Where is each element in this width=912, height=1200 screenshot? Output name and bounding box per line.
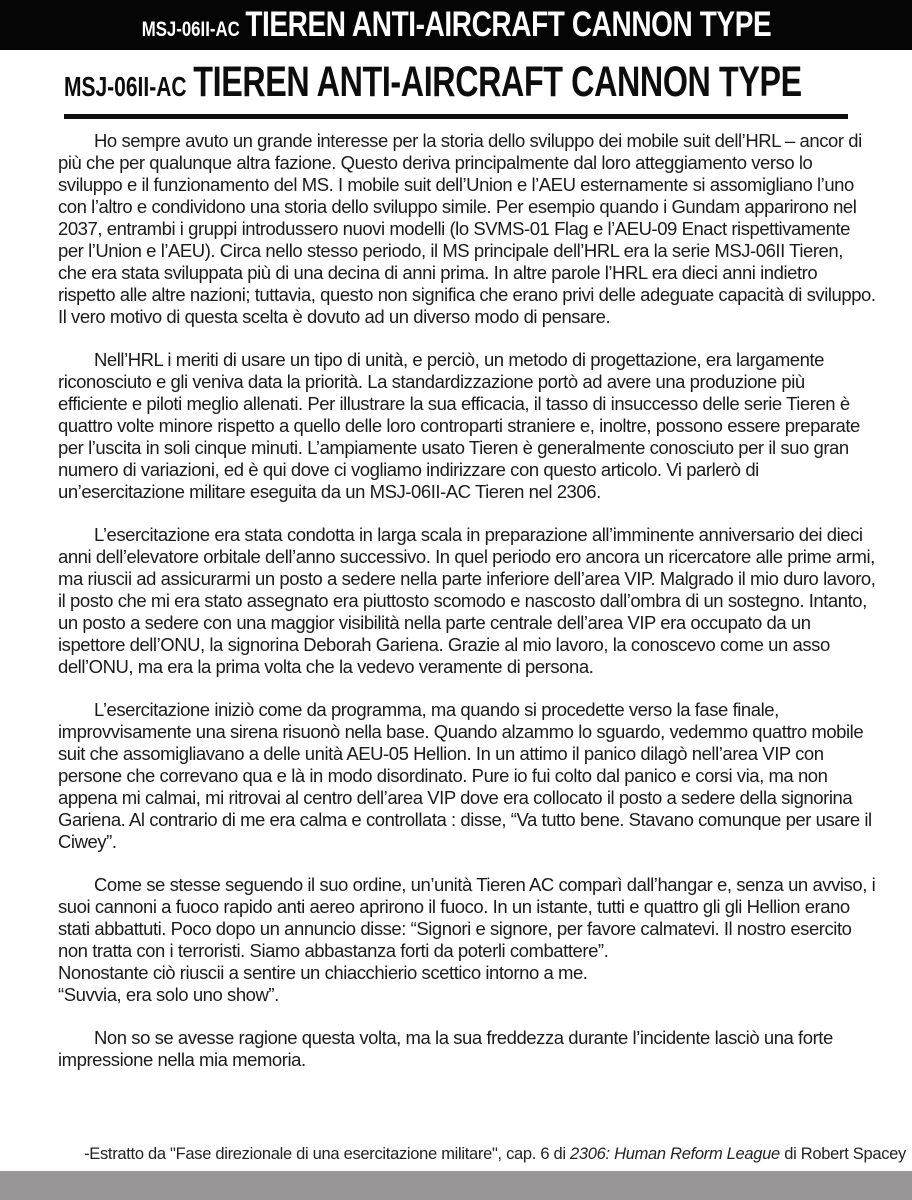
citation-book-title: 2306: Human Reform League	[570, 1145, 780, 1163]
citation-suffix: di Robert Spacey	[779, 1145, 906, 1163]
page-title-text: TIEREN ANTI-AIRCRAFT CANNON TYPE	[193, 58, 802, 106]
page-title	[64, 58, 912, 107]
banner-title-text: TIEREN ANTI-AIRCRAFT CANNON TYPE	[244, 5, 771, 44]
banner-model-code: MSJ-06II-AC	[141, 18, 240, 41]
paragraph-2: Nell’HRL i meriti di usare un tipo di unità, e perciò, un metodo di progettazione, era largamente riconosciuto e gli veniva data la priorità. La standardizzazione portò ad avere una produzione più efficiente e piloti meglio allenati. Per illustrare la sua efficacia, il tasso di insuccesso delle serie Tieren è quattro volte minore rispetto a quello delle loro controparti straniere e, inoltre, possono essere preparate per l’uscita in soli cinque minuti. L’ampiamente usato Tieren è generalmente conosciuto per il suo gran numero di variazioni, ed è qui dove ci vogliamo indirizzare con questo articolo. Vi parlerò di un’esercitazione militare eseguita da un MSJ-06II-AC Tieren nel 2306.	[58, 349, 860, 502]
bottom-gray-bar	[0, 1171, 912, 1200]
paragraph-6: Non so se avesse ragione questa volta, ma la sua freddezza durante l’incidente lasciò una forte impressione nella mia memoria.	[58, 1027, 833, 1070]
page-title-line	[64, 58, 802, 107]
top-banner-title	[141, 5, 771, 45]
title-divider-rule	[64, 114, 848, 119]
paragraph-1: Ho sempre avuto un grande interesse per la storia dello sviluppo dei mobile suit dell’HRL – ancor di più che per qualunque altra fazione. Questo deriva principalmente dal loro atteggiamento verso lo sviluppo e il funzionamento del MS. I mobile suit dell’Union e l’AEU esternamente si assomigliano l’uno con l’altro e condividono una storia dello sviluppo simile. Per esempio quando i Gundam apparirono nel 2037, entrambi i gruppi introdussero nuovi modelli (lo SVMS-01 Flag e l’AEU-09 Enact rispettivamente per l’Union e l’AEU). Circa nello stesso periodo, il MS principale dell’HRL era la serie MSJ-06II Tieren, che era stata sviluppata più di una decina di anni prima. In altre parole l’HRL era dieci anni indietro rispetto alle altre nazioni; tuttavia, questo non significa che erano privi delle adeguate capacità di sviluppo. Il vero motivo di questa scelta è dovuto ad un diverso modo di pensare.	[58, 130, 876, 327]
aside-line-2: “Suvvia, era solo uno show”.	[58, 984, 279, 1005]
paragraph-4: L’esercitazione iniziò come da programma, ma quando si procedette verso la fase finale, improvvisamente una sirena risuonò nella base. Quando alzammo lo sguardo, vedemmo quattro mobile suit che assomigliavano a delle unità AEU-05 Hellion. In un attimo il panico dilagò nell’area VIP con persone che correvano qua e là in modo disordinato. Pure io fui colto dal panico e corsi via, ma non appena mi calmai, mi ritrovai al centro dell’area VIP dove era collocato il posto a sedere della signorina Gariena. Al contrario di me era calma e controllata : disse, “Va tutto bene. Stavano comunque per usare il Ciwey”.	[58, 699, 872, 852]
citation-prefix: -Estratto da "Fase direzionale di una esercitazione militare", cap. 6 di	[84, 1145, 571, 1163]
top-banner	[0, 0, 912, 50]
aside-line-1: Nonostante ciò riuscii a sentire un chiacchierio scettico intorno a me.	[58, 962, 588, 983]
paragraph-3: L’esercitazione era stata condotta in larga scala in preparazione all’imminente anniversario dei dieci anni dell’elevatore orbitale dell’anno successivo. In quel periodo ero ancora un ricercatore alle prime armi, ma riuscii ad assicurarmi un posto a sedere nella parte inferiore dell’area VIP. Malgrado il mio duro lavoro, il posto che mi era stato assegnato era piuttosto scomodo e nascosto dall’ombra di un sostegno. Intanto, un posto a sedere con una maggior visibilità nella parte centrale dell’area VIP era occupato da un ispettore dell’ONU, la signorina Deborah Gariena. Grazie al mio lavoro, la conoscevo come un asso dell’ONU, ma era la prima volta che la vedevo veramente di persona.	[58, 524, 876, 677]
source-citation	[84, 1145, 906, 1164]
paragraph-5: Come se stesse seguendo il suo ordine, un’unità Tieren AC comparì dall’hangar e, senza un avviso, i suoi cannoni a fuoco rapido anti aereo aprirono il fuoco. In un istante, tutti e quattro gli gli Hellion erano stati abbattuti. Poco dopo un annuncio disse: “Signori e signore, per favore calmatevi. Il nostro esercito non tratta con i terroristi. Siamo abbastanza forti da poterli combattere”.	[58, 874, 876, 961]
page-title-model-code: MSJ-06II-AC	[64, 71, 187, 102]
article-body	[0, 130, 912, 1071]
